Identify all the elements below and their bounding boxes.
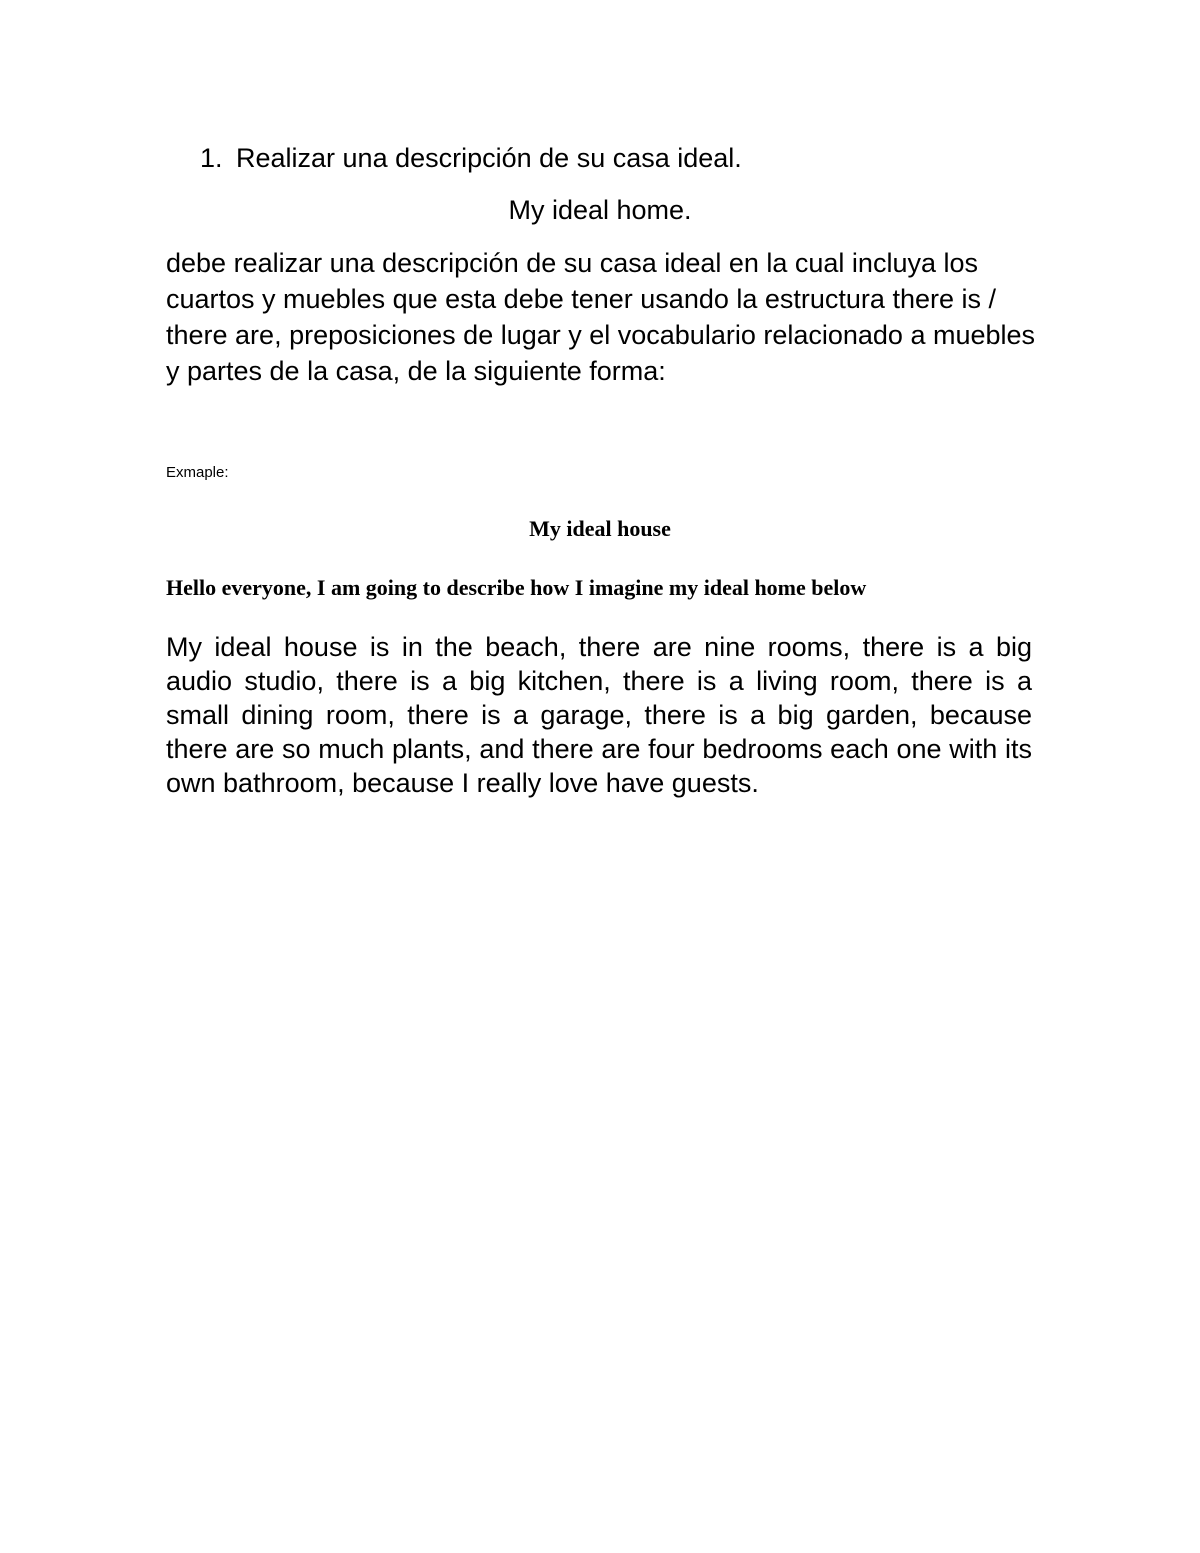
example-body-paragraph: My ideal house is in the beach, there are nine rooms, there is a big audio studio, there is a big kitchen, there is a living room, there is a small dining room, there is a garage, there is a big garden, because there are so much plants, and there are four bedrooms each one with its own bathroom, because I really love have guests.	[166, 632, 1032, 798]
example-label: Exmaple:	[166, 464, 229, 481]
task-text: Realizar una descripción de su casa ideal.	[236, 143, 742, 173]
example-title: My ideal house	[529, 516, 671, 541]
instructions-paragraph: debe realizar una descripción de su casa ideal en la cual incluya los cuartos y muebles que esta debe tener usando la estructura there is / there are, preposiciones de lugar y el vocabulario relacionado a muebles y partes de la casa, de la siguiente forma:	[166, 248, 1036, 386]
home-title: My ideal home.	[508, 195, 692, 225]
task-list-item	[200, 138, 742, 178]
example-intro: Hello everyone, I am going to describe how I imagine my ideal home below	[166, 575, 867, 600]
task-number: 1.	[200, 143, 223, 173]
